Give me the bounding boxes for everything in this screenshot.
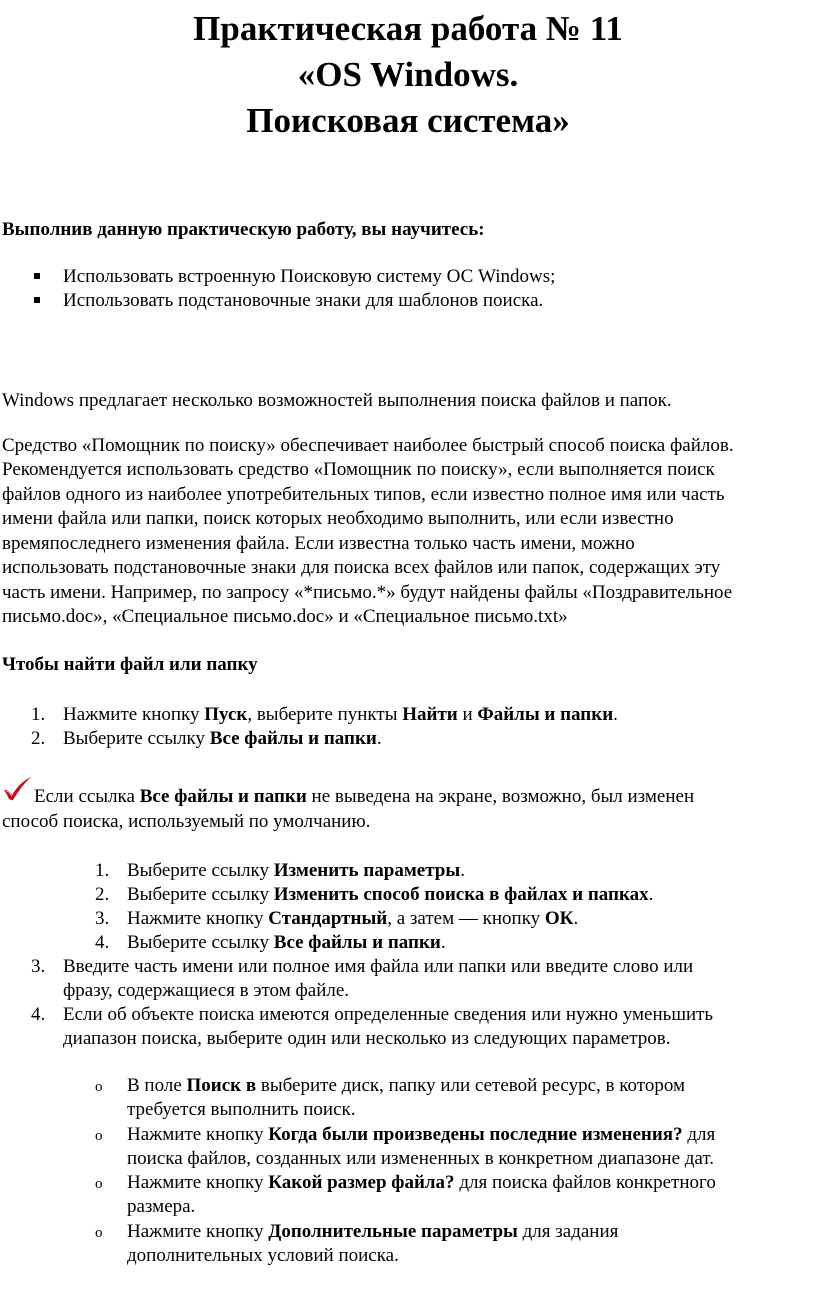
option-2-line-1 (127, 1123, 715, 1148)
option-bullet: o (95, 1079, 103, 1095)
substep-text: Выберите ссылку (127, 884, 274, 905)
substep-number: 1. (95, 860, 110, 881)
substep-bold: Изменить способ поиска в файлах и папках (273, 884, 649, 905)
substep-bold: ОК (544, 908, 574, 929)
step-text: Нажмите кнопку (63, 704, 205, 725)
option-text: Нажмите кнопку (127, 1172, 269, 1193)
section-heading: Чтобы найти файл или папку (2, 654, 258, 675)
step-2 (63, 727, 382, 752)
substep-number: 3. (95, 908, 110, 929)
note-line-1 (34, 785, 694, 810)
paragraph-line: файлов одного из наиболее употребительных типов, если известно полное имя или часть (2, 484, 725, 505)
option-bold: Когда были произведены последние изменения? (268, 1124, 683, 1145)
step-3-line-2: фразу, содержащиеся в этом файле. (63, 980, 350, 1001)
substep-bold: Стандартный (268, 908, 388, 929)
step-bold: Все файлы и папки (209, 728, 377, 749)
option-bullet: o (95, 1128, 103, 1144)
substep-text: Выберите ссылку (127, 932, 274, 953)
option-bold: Какой размер файла? (268, 1172, 455, 1193)
paragraph-line: имени файла или папки, поиск которых необходимо выполнить, или если известно (2, 508, 674, 529)
step-3-line-1: Введите часть имени или полное имя файла или папки или введите слово или (63, 956, 694, 977)
option-3-line-2: размера. (127, 1196, 196, 1217)
substep-text: . (440, 932, 446, 953)
step-number: 4. (31, 1004, 46, 1025)
option-text: для (682, 1124, 716, 1145)
step-1 (63, 703, 618, 728)
substep-bold: Все файлы и папки (273, 932, 441, 953)
step-text: Выберите ссылку (63, 728, 210, 749)
substep-number: 2. (95, 884, 110, 905)
note-line-2: способ поиска, используемый по умолчанию. (2, 811, 371, 832)
title-line-3: Поисковая система» (246, 101, 570, 140)
step-number: 2. (31, 728, 46, 749)
paragraph-line: Средство «Помощник по поиску» обеспечивает наиболее быстрый способ поиска файлов. (2, 435, 734, 456)
option-text: выберите диск, папку или сетевой ресурс, в котором (256, 1075, 685, 1096)
step-number: 3. (31, 956, 46, 977)
square-bullet-icon (34, 273, 40, 279)
substep-4 (127, 931, 446, 956)
paragraph-line: письмо.doc», «Специальное письмо.doc» и «Специальное письмо.txt» (2, 606, 568, 627)
red-checkmark-icon (2, 776, 32, 802)
substep-2 (127, 883, 653, 908)
title-line-1: Практическая работа № 11 (193, 9, 623, 48)
option-text: Нажмите кнопку (127, 1221, 269, 1242)
step-4-line-2: диапазон поиска, выберите один или несколько из следующих параметров. (63, 1028, 671, 1049)
paragraph-line: Рекомендуется использовать средство «Помощник по поиску», если выполняется поиск (2, 459, 715, 480)
step-text: , выберите пункты (247, 704, 403, 725)
step-4-line-1: Если об объекте поиска имеются определенные сведения или нужно уменьшить (63, 1004, 714, 1025)
substep-text: . (460, 860, 465, 881)
option-text: Нажмите кнопку (127, 1124, 269, 1145)
note-text: Если ссылка (34, 786, 140, 807)
step-text: и (457, 704, 478, 725)
option-3-line-1 (127, 1171, 716, 1196)
option-bullet: o (95, 1225, 103, 1241)
option-2-line-2: поиска файлов, созданных или измененных в конкретном диапазоне дат. (127, 1148, 714, 1169)
option-1-line-2: требуется выполнить поиск. (127, 1099, 356, 1120)
substep-text: Нажмите кнопку (127, 908, 269, 929)
step-text: . (613, 704, 618, 725)
note-text: не выведена на экране, возможно, был изменен (306, 786, 695, 807)
substep-number: 4. (95, 932, 110, 953)
substep-text: . (648, 884, 654, 905)
intro-heading: Выполнив данную практическую работу, вы научитесь: (2, 219, 485, 240)
substep-text: Выберите ссылку (127, 860, 274, 881)
option-bold: Дополнительные параметры (268, 1221, 518, 1242)
option-text: В поле (127, 1075, 187, 1096)
step-bold: Пуск (204, 704, 248, 725)
paragraph-line: часть имени. Например, по запросу «*письмо.*» будут найдены файлы «Поздравительное (2, 582, 733, 603)
note-bold: Все файлы и папки (139, 786, 307, 807)
step-bold: Найти (402, 704, 458, 725)
intro-bullet: Использовать встроенную Поисковую систему ОС Windows; (63, 266, 556, 287)
paragraph-windows-search: Windows предлагает несколько возможностей выполнения поиска файлов и папок. (2, 390, 672, 411)
paragraph-line: времяпоследнего изменения файла. Если известна только часть имени, можно (2, 533, 635, 554)
option-4-line-1 (127, 1220, 618, 1245)
option-4-line-2: дополнительных условий поиска. (127, 1245, 399, 1266)
step-number: 1. (31, 704, 46, 725)
option-text: для поиска файлов конкретного (454, 1172, 716, 1193)
substep-text: , а затем — кнопку (387, 908, 545, 929)
step-bold: Файлы и папки (477, 704, 614, 725)
paragraph-line: использовать подстановочные знаки для поиска всех файлов или папок, содержащих эту (2, 557, 721, 578)
step-text: . (376, 728, 382, 749)
intro-bullet: Использовать подстановочные знаки для шаблонов поиска. (63, 290, 544, 311)
substep-1 (127, 859, 465, 884)
option-bullet: o (95, 1176, 103, 1192)
option-1-line-1 (127, 1074, 685, 1099)
title-line-2: «OS Windows. (297, 55, 519, 94)
substep-text: . (573, 908, 579, 929)
square-bullet-icon (34, 297, 40, 303)
option-text: для задания (517, 1221, 619, 1242)
substep-bold: Изменить параметры (273, 860, 461, 881)
substep-3 (127, 907, 578, 932)
page-title (0, 6, 816, 144)
option-bold: Поиск в (186, 1075, 257, 1096)
